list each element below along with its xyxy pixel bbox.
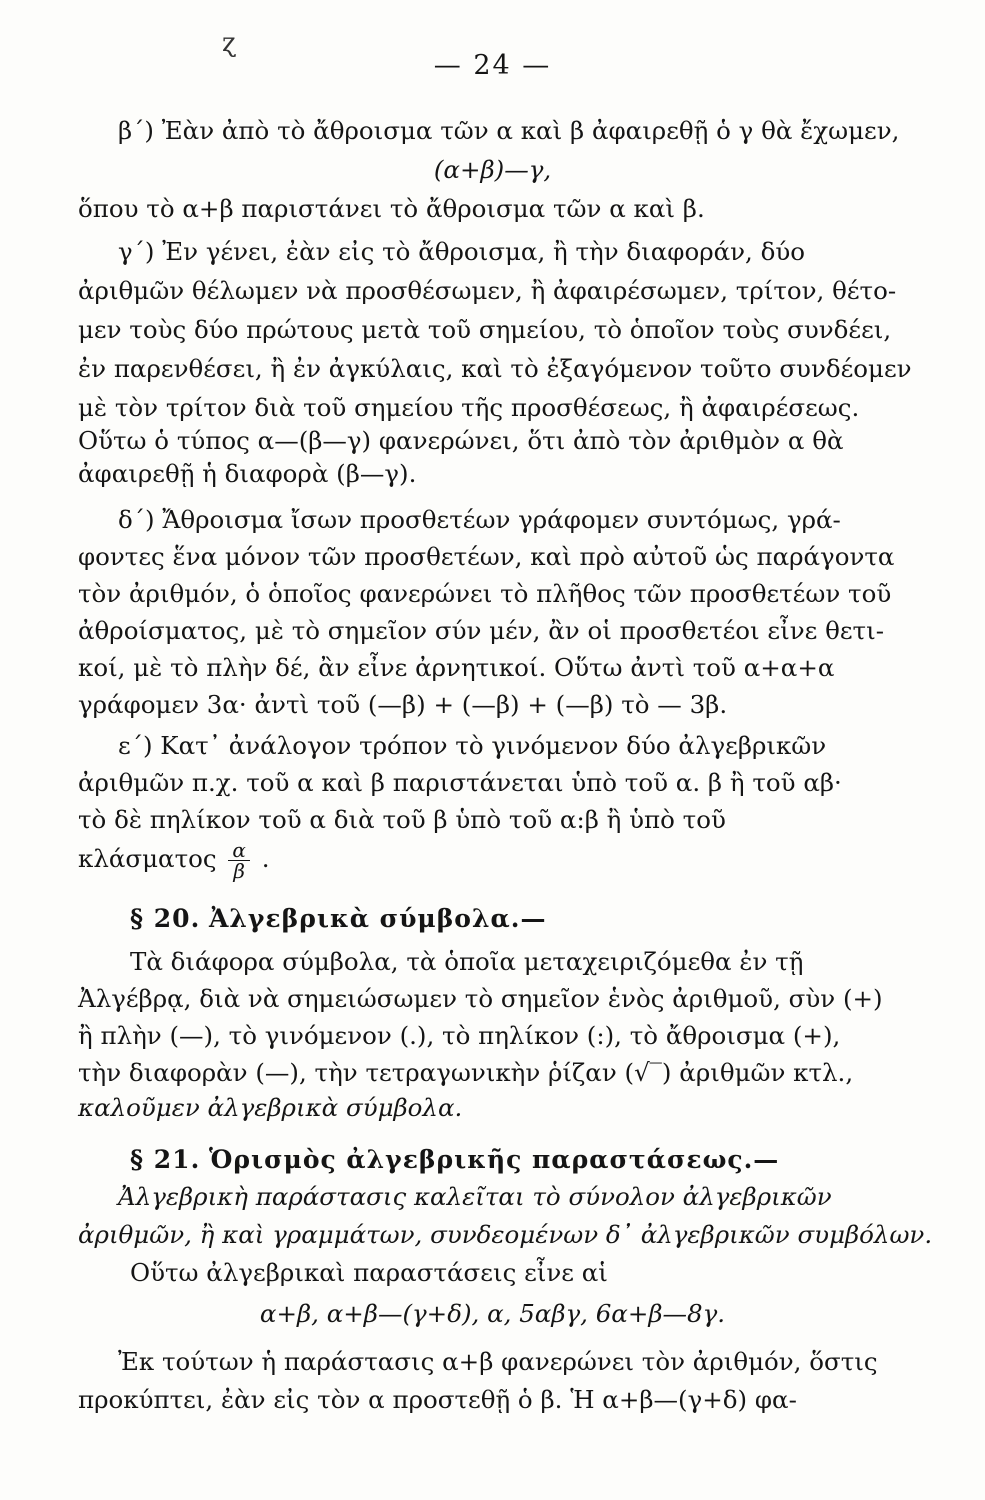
paragraph-gamma-line-2: ἀριθμῶν θέλωμεν νὰ προσθέσωμεν, ἢ ἀφαιρέσωμεν, τρίτον, θέτο- bbox=[78, 276, 897, 305]
section-21-line-5: Ἐκ τούτων ἡ παράστασις α+β φανερώνει τὸν ἀριθμόν, ὅστις bbox=[118, 1347, 878, 1376]
section-20-number: § 20. bbox=[130, 904, 201, 933]
paragraph-delta-line-2: φοντες ἕνα μόνον τῶν προσθετέων, καὶ πρὸ αὐτοῦ ὡς παράγοντα bbox=[78, 542, 895, 571]
section-21-title: Ὁρισμὸς ἀλγεβρικῆς παραστάσεως.— bbox=[209, 1145, 780, 1174]
section-20-title: Ἀλγεβρικὰ σύμβολα.— bbox=[209, 904, 547, 933]
section-20-heading bbox=[130, 902, 962, 936]
section-21-heading bbox=[130, 1143, 962, 1177]
section-20-line-1: Τὰ διάφορα σύμβολα, τὰ ὁποῖα μεταχειριζόμεθα ἐν τῇ bbox=[130, 947, 804, 976]
page-number-header: — 24 — bbox=[433, 50, 552, 81]
section-20-line-2: Ἀλγέβρᾳ, διὰ νὰ σημειώσωμεν τὸ σημεῖον ἑνὸς ἀριθμοῦ, σὺν (+) bbox=[78, 984, 883, 1013]
paragraph-gamma-line-4: ἐν παρενθέσει, ἢ ἐν ἀγκύλαις, καὶ τὸ ἐξαγόμενον τοῦτο συνδέομεν bbox=[78, 354, 912, 383]
section-21-line-2: ἀριθμῶν, ἢ καὶ γραμμάτων, συνδεομένων δ᾿ ἀλγεβρικῶν συμβόλων. bbox=[78, 1220, 933, 1249]
fraction-suffix: . bbox=[261, 844, 270, 873]
paragraph-gamma-line-1: γ΄) Ἐν γένει, ἐὰν εἰς τὸ ἄθροισμα, ἢ τὴν διαφοράν, δύο bbox=[118, 237, 806, 266]
paragraph-epsilon-line-1: ε΄) Κατ᾿ ἀνάλογον τρόπον τὸ γινόμενον δύο ἀλγεβρικῶν bbox=[118, 731, 827, 760]
section-20-line-3: ἢ πλὴν (—), τὸ γινόμενον (.), τὸ πηλίκον (:), τὸ ἄθροισμα (+), bbox=[78, 1021, 841, 1050]
section-21-number: § 21. bbox=[130, 1145, 201, 1174]
section-21-line-6: προκύπτει, ἐὰν εἰς τὸν α προστεθῇ ὁ β. Ἡ α+β—(γ+δ) φα- bbox=[78, 1385, 797, 1414]
section-21-line-3: Οὕτω ἀλγεβρικαὶ παραστάσεις εἶνε αἱ bbox=[130, 1258, 608, 1287]
paragraph-gamma-line-3: μεν τοὺς δύο πρώτους μετὰ τοῦ σημείου, τὸ ὁποῖον τοὺς συνδέει, bbox=[78, 315, 892, 344]
margin-mark: ɀ bbox=[222, 28, 236, 58]
section-20-line-5: καλοῦμεν ἀλγεβρικὰ σύμβολα. bbox=[78, 1093, 463, 1122]
paragraph-gamma-line-6: Οὕτω ὁ τύπος α—(β—γ) φανερώνει, ὅτι ἀπὸ τὸν ἀριθμὸν α θὰ bbox=[78, 426, 844, 455]
fraction-prefix: κλάσματος bbox=[78, 844, 217, 873]
paragraph-beta-line-2: ὅπου τὸ α+β παριστάνει τὸ ἄθροισμα τῶν α καὶ β. bbox=[78, 194, 705, 223]
paragraph-delta-line-1: δ΄) Ἄθροισμα ἴσων προσθετέων γράφομεν συντόμως, γρά- bbox=[118, 505, 841, 534]
section-21-line-1: Ἀλγεβρικὴ παράστασις καλεῖται τὸ σύνολον ἀλγεβρικῶν bbox=[118, 1182, 832, 1211]
section-21-formulas: α+β, α+β—(γ+δ), α, 5αβγ, 6α+β—8γ. bbox=[259, 1299, 726, 1328]
paragraph-delta-line-4: ἀθροίσματος, μὲ τὸ σημεῖον σύν μέν, ἂν οἱ προσθετέοι εἶνε θετι- bbox=[78, 616, 884, 645]
fraction-numerator: α bbox=[228, 840, 250, 861]
fraction-denominator: β bbox=[233, 859, 245, 883]
fraction-a-over-b bbox=[228, 840, 250, 881]
paragraph-gamma-line-7: ἀφαιρεθῇ ἡ διαφορὰ (β—γ). bbox=[78, 459, 417, 488]
paragraph-delta-line-6: γράφομεν 3α· ἀντὶ τοῦ (—β) + (—β) + (—β) τὸ — 3β. bbox=[78, 690, 728, 719]
formula-a-plus-b-minus-g: (α+β)—γ, bbox=[433, 155, 552, 184]
paragraph-delta-line-3: τὸν ἀριθμόν, ὁ ὁποῖος φανερώνει τὸ πλῆθος τῶν προσθετέων τοῦ bbox=[78, 579, 892, 608]
fraction-line bbox=[78, 840, 910, 881]
paragraph-gamma-line-5: μὲ τὸν τρίτον διὰ τοῦ σημείου τῆς προσθέσεως, ἢ ἀφαιρέσεως. bbox=[78, 393, 860, 422]
paragraph-epsilon-line-3: τὸ δὲ πηλίκον τοῦ α διὰ τοῦ β ὑπὸ τοῦ α:β ἢ ὑπὸ τοῦ bbox=[78, 805, 726, 834]
section-20-line-4: τὴν διαφορὰν (—), τὴν τετραγωνικὴν ῥίζαν (√‾) ἀριθμῶν κτλ., bbox=[78, 1058, 854, 1087]
paragraph-epsilon-line-2: ἀριθμῶν π.χ. τοῦ α καὶ β παριστάνεται ὑπὸ τοῦ α. β ἢ τοῦ αβ· bbox=[78, 768, 842, 797]
paragraph-beta-line-1: β΄) Ἐὰν ἀπὸ τὸ ἄθροισμα τῶν α καὶ β ἀφαιρεθῇ ὁ γ θὰ ἔχωμεν, bbox=[118, 116, 900, 145]
paragraph-delta-line-5: κοί, μὲ τὸ πλὴν δέ, ἂν εἶνε ἀρνητικοί. Οὕτω ἀντὶ τοῦ α+α+α bbox=[78, 653, 835, 682]
